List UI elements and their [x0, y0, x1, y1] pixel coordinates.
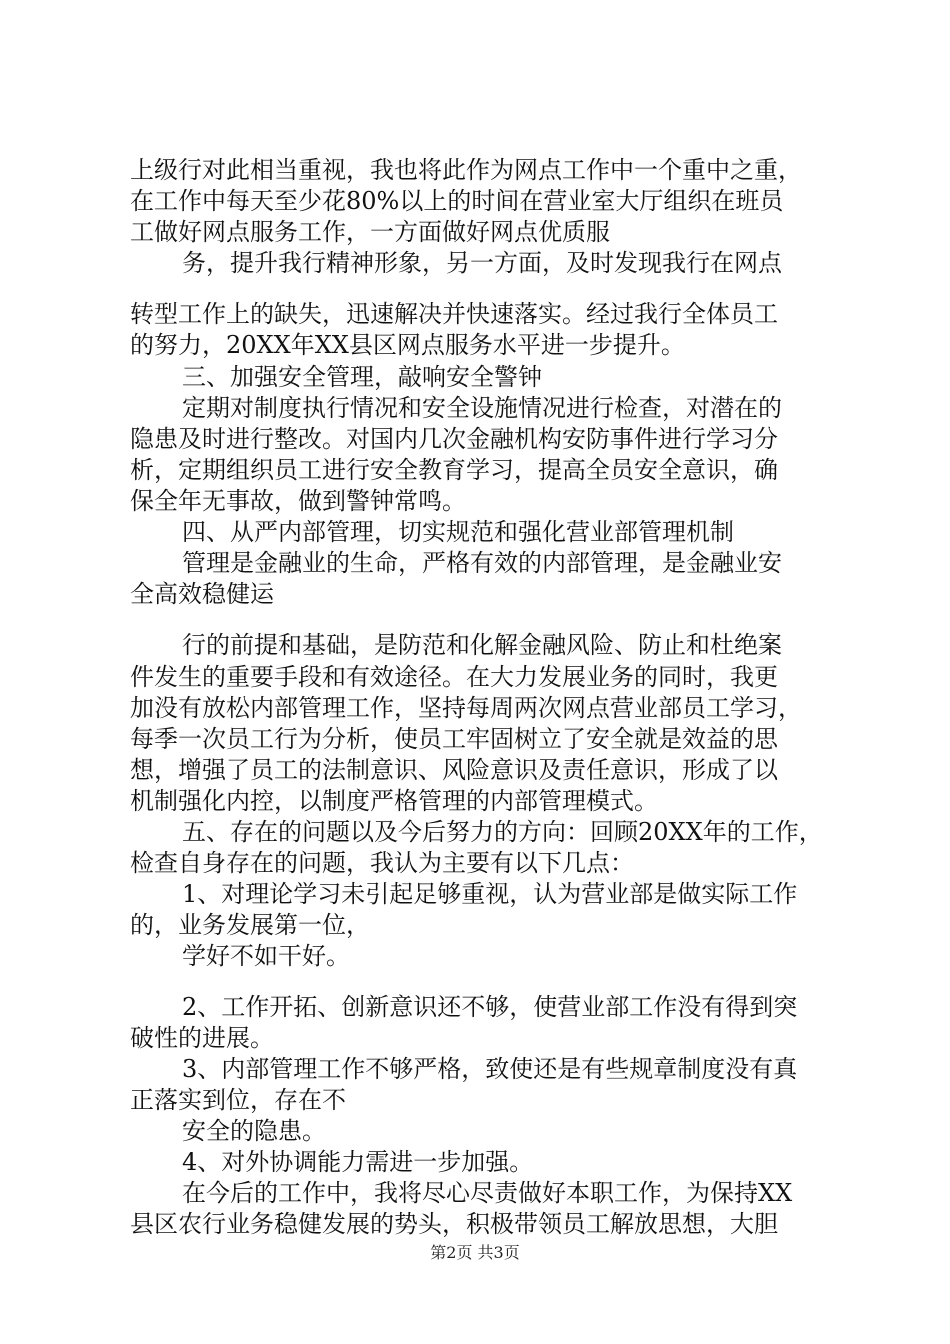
body-text-line: 务，提升我行精神形象，另一方面，及时发现我行在网点 [182, 249, 782, 277]
body-text-line: 全高效稳健运 [130, 580, 274, 608]
body-text-line: 行的前提和基础，是防范和化解金融风险、防止和杜绝案 [182, 631, 782, 659]
body-text-line: 的努力，20XX年XX县区网点服务水平进一步提升。 [130, 331, 685, 359]
list-item-line: 学好不如干好。 [182, 942, 350, 970]
body-text-line: 管理是金融业的生命，严格有效的内部管理，是金融业安 [182, 549, 782, 577]
section-heading: 五、存在的问题以及今后努力的方向：回顾20XX年的工作， [182, 818, 823, 846]
body-text-line: 在工作中每天至少花80%以上的时间在营业室大厅组织在班员 [130, 187, 784, 215]
body-text-line: 转型工作上的缺失，迅速解决并快速落实。经过我行全体员工 [130, 300, 778, 328]
list-item-line: 1、对理论学习未引起足够重视，认为营业部是做实际工作 [182, 880, 798, 908]
body-text-line: 检查自身存在的问题，我认为主要有以下几点： [130, 849, 634, 877]
body-text-line: 加没有放松内部管理工作，坚持每周两次网点营业部员工学习， [130, 694, 802, 722]
body-text-line: 定期对制度执行情况和安全设施情况进行检查，对潜在的 [182, 394, 782, 422]
list-item-line: 4、对外协调能力需进一步加强。 [182, 1148, 534, 1176]
body-text-line: 想，增强了员工的法制意识、风险意识及责任意识，形成了以 [130, 756, 778, 784]
body-text-line: 工做好网点服务工作，一方面做好网点优质服 [130, 218, 610, 246]
body-text-line: 保全年无事故，做到警钟常鸣。 [130, 487, 466, 515]
page-number-footer: 第2页 共3页 [430, 1243, 520, 1262]
body-text-line: 县区农行业务稳健发展的势头，积极带领员工解放思想，大胆 [130, 1210, 778, 1238]
list-item-line: 破性的进展。 [130, 1024, 274, 1052]
list-item-line: 正落实到位，存在不 [130, 1086, 346, 1114]
body-text-line: 件发生的重要手段和有效途径。在大力发展业务的同时，我更 [130, 663, 778, 691]
body-text-line: 每季一次员工行为分析，使员工牢固树立了安全就是效益的思 [130, 725, 778, 753]
body-text-line: 隐患及时进行整改。对国内几次金融机构安防事件进行学习分 [130, 425, 778, 453]
section-heading: 三、加强安全管理，敲响安全警钟 [182, 363, 542, 391]
list-item-line: 的，业务发展第一位， [130, 911, 370, 939]
body-text-line: 机制强化内控，以制度严格管理的内部管理模式。 [130, 787, 658, 815]
body-text-line: 在今后的工作中，我将尽心尽责做好本职工作，为保持XX [182, 1179, 793, 1207]
section-heading: 四、从严内部管理，切实规范和强化营业部管理机制 [182, 518, 734, 546]
body-text-line: 析，定期组织员工进行安全教育学习，提高全员安全意识，确 [130, 456, 778, 484]
list-item-line: 安全的隐患。 [182, 1117, 326, 1145]
body-text-line: 上级行对此相当重视，我也将此作为网点工作中一个重中之重， [130, 156, 802, 184]
list-item-line: 2、工作开拓、创新意识还不够，使营业部工作没有得到突 [182, 993, 798, 1021]
list-item-line: 3、内部管理工作不够严格，致使还是有些规章制度没有真 [182, 1055, 798, 1083]
